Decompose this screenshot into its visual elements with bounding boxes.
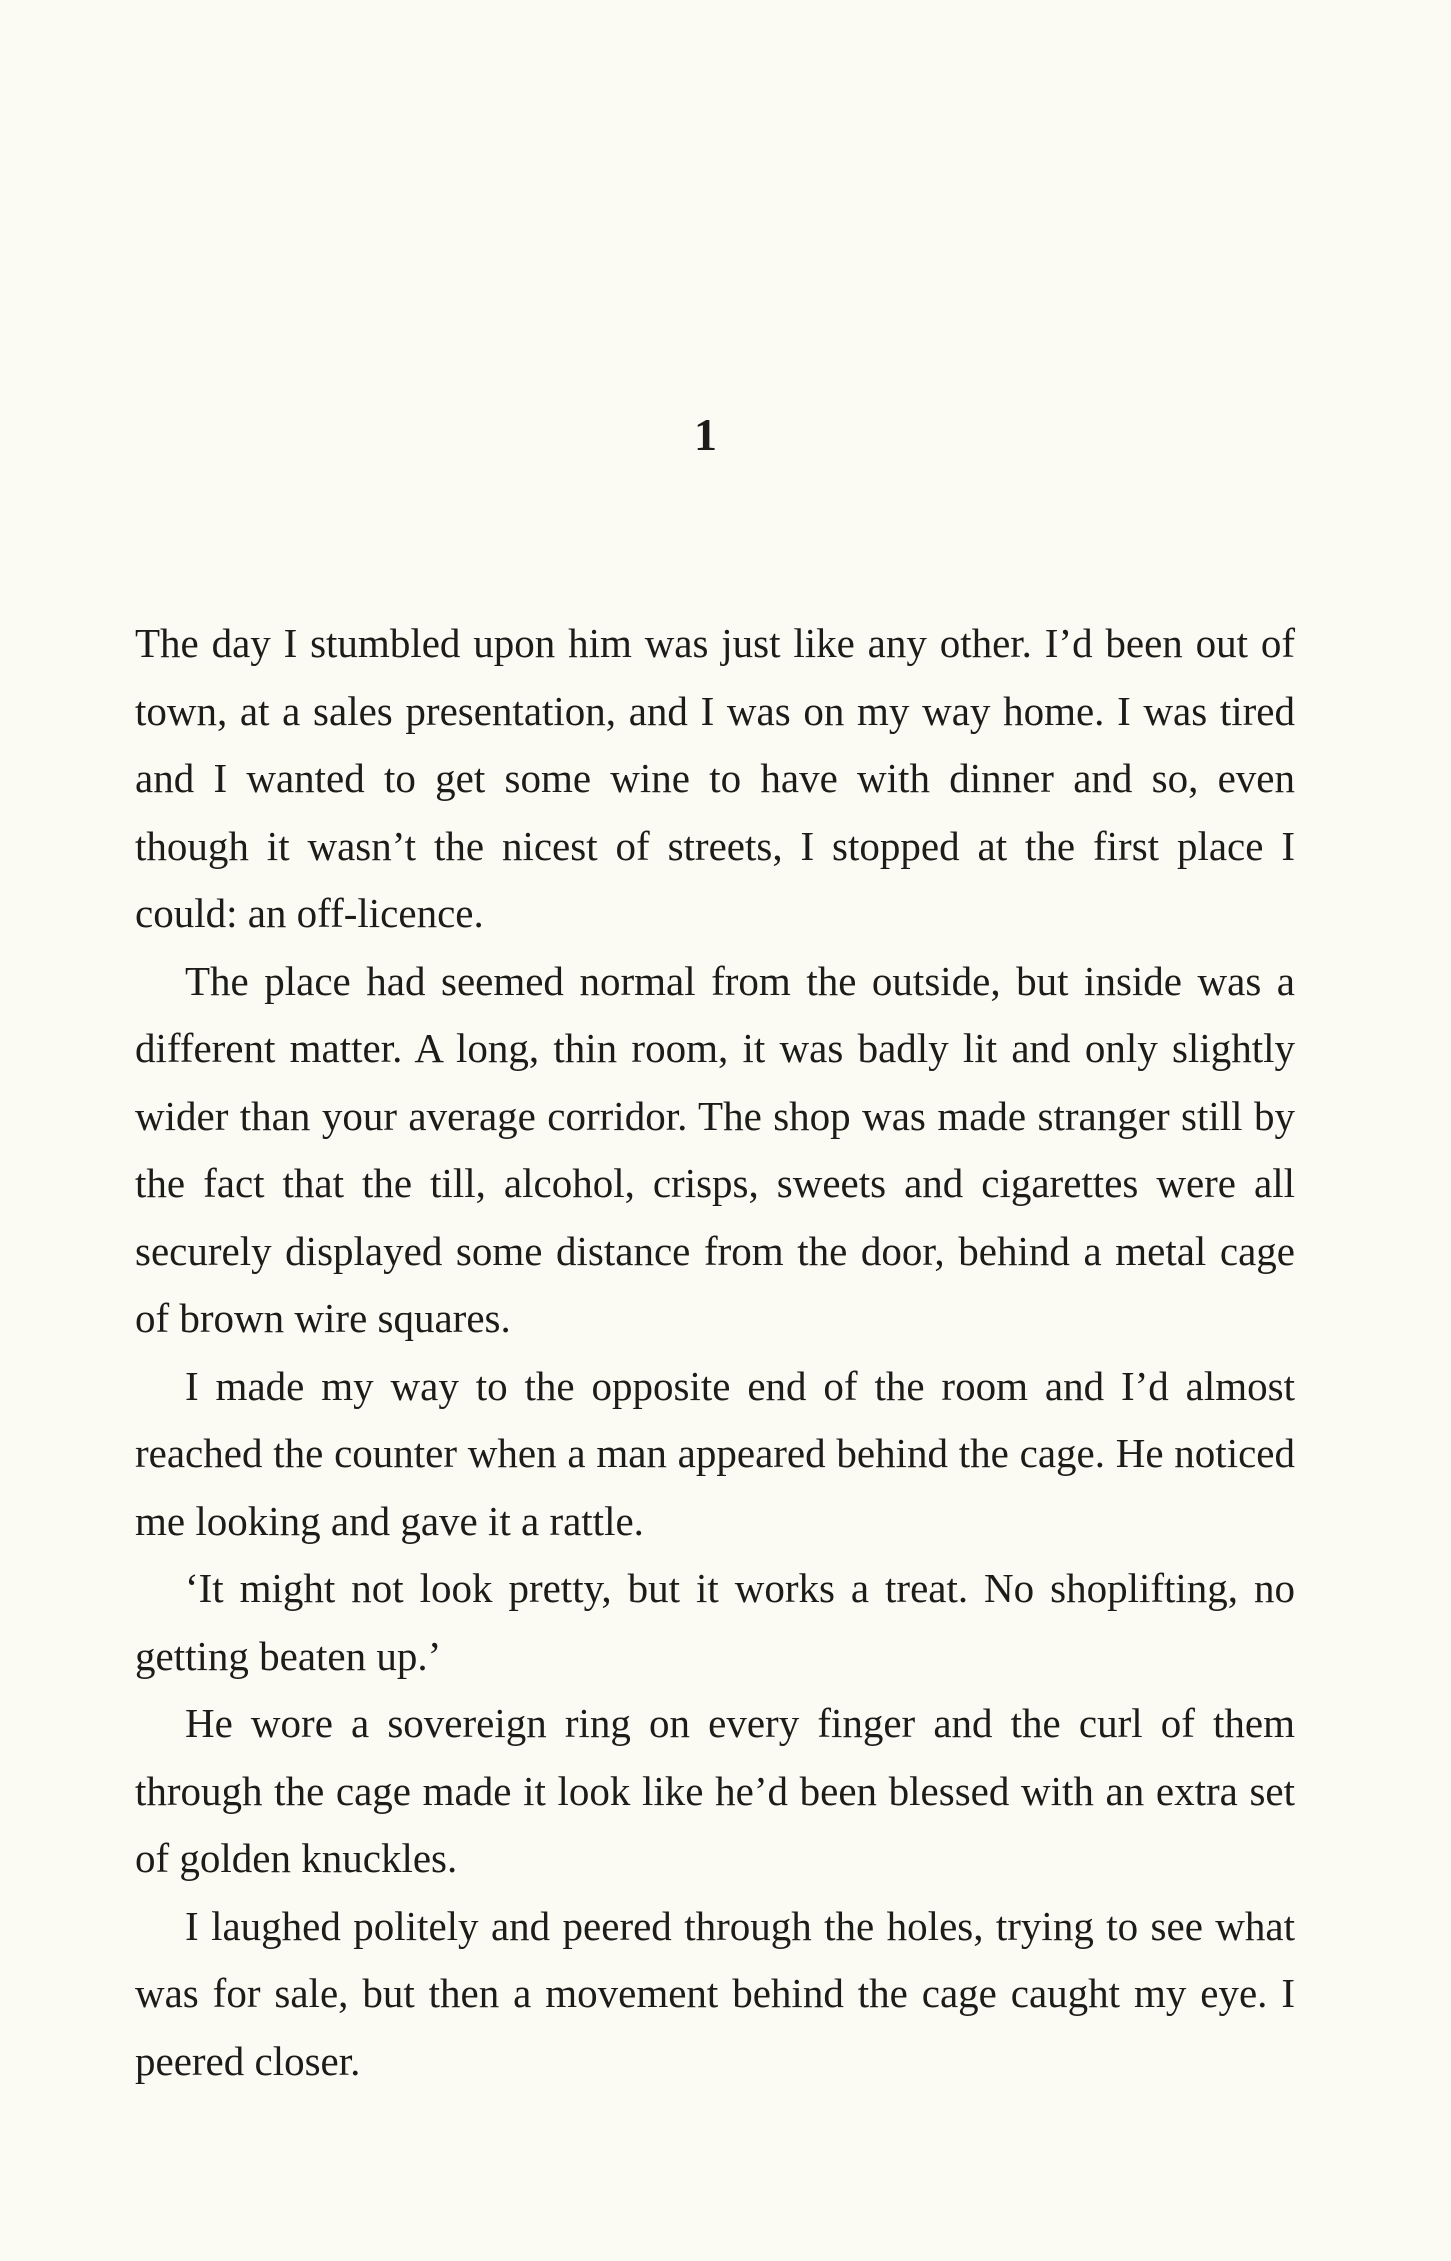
chapter-number: 1: [694, 409, 717, 460]
paragraph-1: The day I stumbled upon him was just like any other. I’d been out of town, at a sales presentation, and I was on my way home. I was tired and I wanted to get some wine to have with dinner and so, even though it wasn’t the nicest of streets, I stopped at the first place I could: an off-licence.: [135, 620, 1295, 936]
paragraph-3: I made my way to the opposite end of the room and I’d almost reached the counter when a man appeared behind the cage. He noticed me looking and gave it a rattle.: [135, 1362, 1295, 1544]
paragraph-4: ‘It might not look pretty, but it works a treat. No shoplifting, no getting beaten up.’: [135, 1565, 1295, 1679]
paragraph-5: He wore a sovereign ring on every finger and the curl of them through the cage made it look like he’d been blessed with an extra set of golden knuckles.: [135, 1700, 1295, 1881]
paragraph-6: I laughed politely and peered through the holes, trying to see what was for sale, but then a movement behind the cage caught my eye. I peered closer.: [135, 1902, 1295, 2084]
chapter-body: [135, 610, 1295, 2095]
paragraph-2: The place had seemed normal from the outside, but inside was a different matter. A long, thin room, it was badly lit and only slightly wider than your average corridor. The shop was made stranger still by the fact that the till, alcohol, crisps, sweets and cigarettes were all securely displayed some distance from the door, behind a metal cage of brown wire squares.: [135, 957, 1295, 1341]
